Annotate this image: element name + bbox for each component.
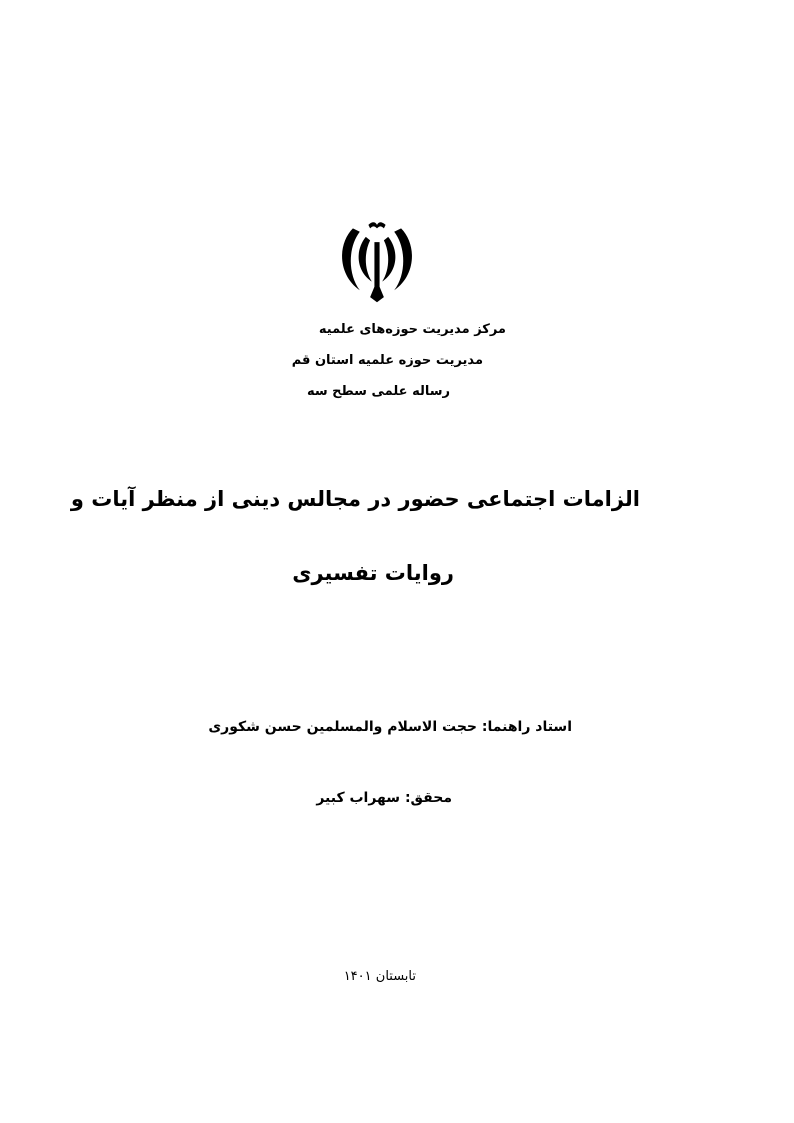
date: تابستان ۱۴۰۱ — [343, 969, 416, 984]
thesis-level: رساله علمی سطح سه — [306, 384, 450, 399]
researcher: محقق: سهراب کبیر — [316, 790, 452, 806]
thesis-title-line-2: روایات تفسیری — [292, 561, 454, 585]
supervisor: استاد راهنما: حجت الاسلام والمسلمین حسن شکوری — [208, 719, 572, 735]
institution-line-2: مدیریت حوزه علمیه استان قم — [291, 353, 483, 368]
thesis-title-line-1: الزامات اجتماعی حضور در مجالس دینی از منظر آیات و — [70, 487, 640, 511]
institution-line-1: مرکز مدیریت حوزه‌های علمیه — [318, 322, 506, 337]
emblem — [334, 218, 420, 304]
iran-emblem-icon — [334, 218, 420, 304]
